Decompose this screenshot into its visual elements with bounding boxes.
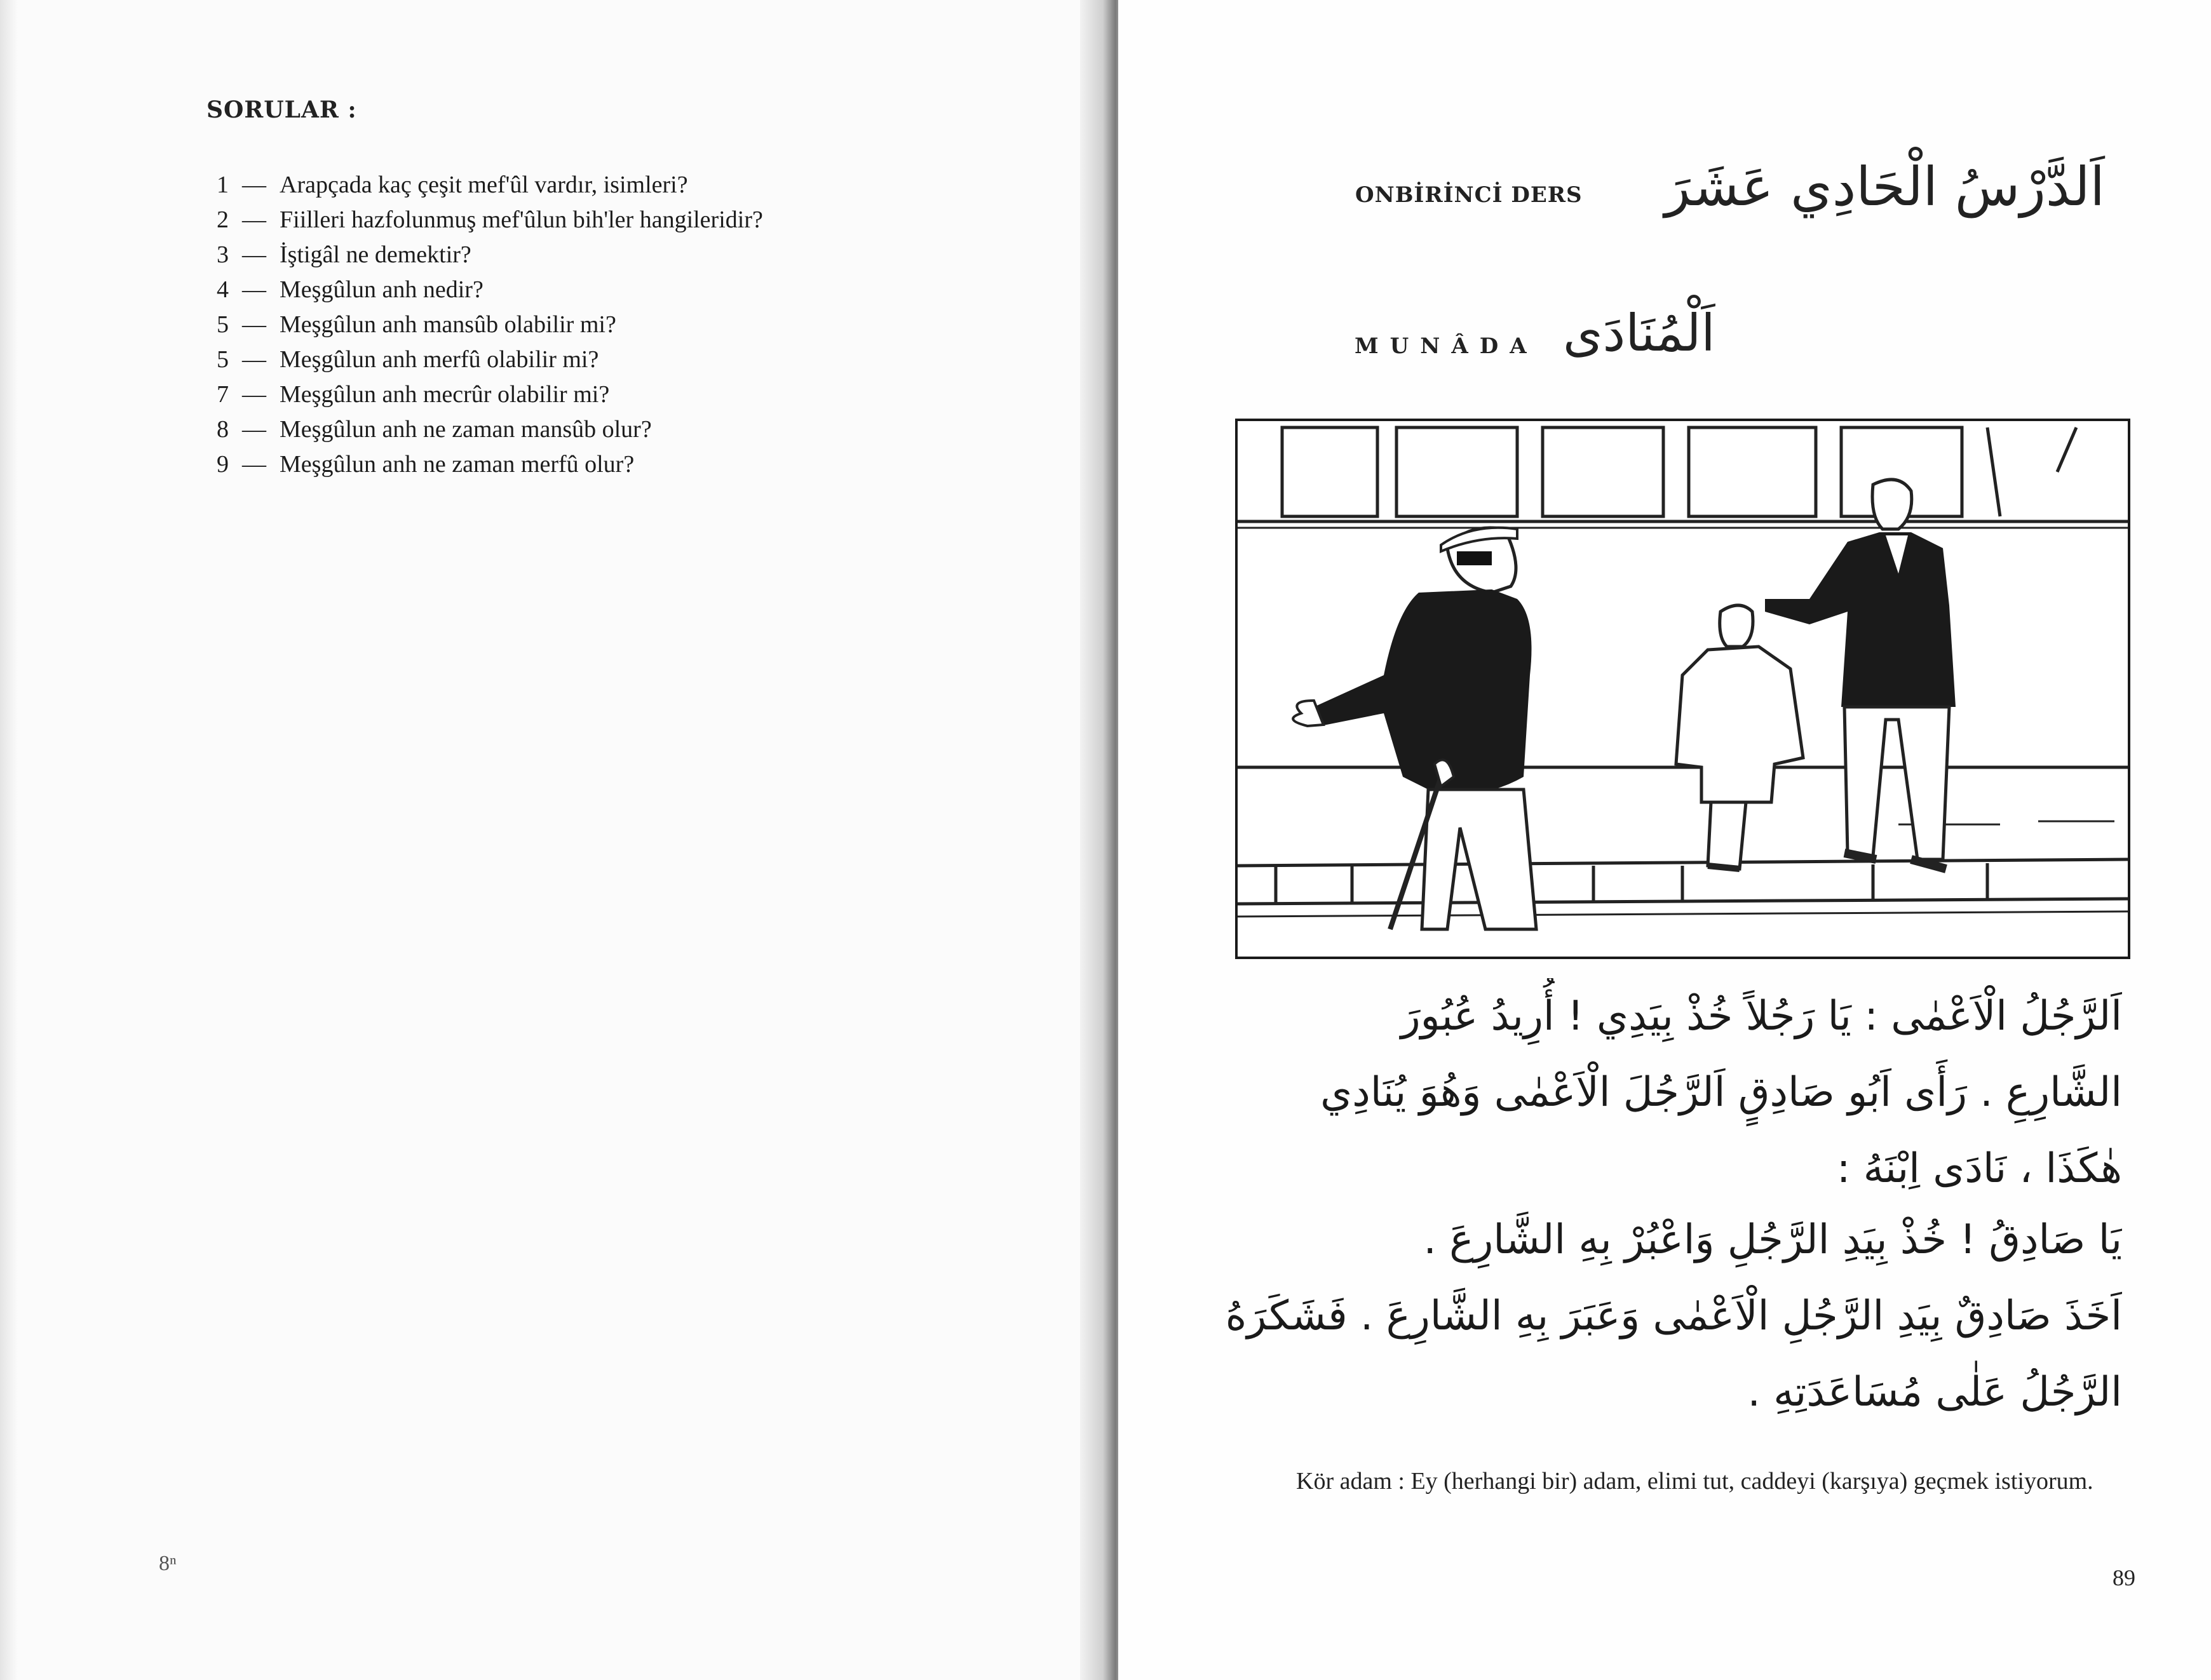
question-text: Meşgûlun anh mansûb olabilir mi? <box>280 311 616 338</box>
arabic-line: يَا صَادِقُ ! خُذْ بِيَدِ الرَّجُلِ وَاعْبُرْ بِهِ الشَّارِعَ . <box>1423 1216 2122 1263</box>
question-number: 5 <box>217 346 229 373</box>
arabic-line: اَخَذَ صَادِقٌ بِيَدِ الرَّجُلِ الْاَعْمٰى وَعَبَرَ بِهِ الشَّارِعَ . فَشَكَرَهُ <box>1225 1293 2122 1340</box>
boy-figure <box>1676 605 1803 869</box>
question-item <box>203 202 763 237</box>
arabic-line: الشَّارِعِ . رَأَى اَبُو صَادِقٍ اَلرَّجُلَ الْاَعْمٰى وَهُوَ يُنَادِي <box>1320 1069 2122 1116</box>
question-dash: — <box>242 311 266 338</box>
question-item <box>203 377 763 412</box>
question-number: 5 <box>217 311 229 338</box>
question-dash: — <box>242 346 266 373</box>
question-number: 3 <box>217 241 229 268</box>
right-page <box>1118 0 2211 1680</box>
question-dash: — <box>242 415 266 443</box>
question-text: Fiilleri hazfolunmuş mef'ûlun bih'ler hangileridir? <box>280 206 763 233</box>
question-item <box>203 272 763 307</box>
question-item <box>203 447 763 481</box>
right-page-number: 89 <box>2113 1565 2135 1590</box>
questions-list <box>203 167 763 481</box>
question-dash: — <box>242 241 266 268</box>
lesson-illustration <box>1235 419 2130 959</box>
arabic-line: اَلرَّجُلُ الْاَعْمٰى : يَا رَجُلاً خُذْ بِيَدِي ! أُرِيدُ عُبُورَ <box>1400 993 2122 1040</box>
question-item <box>203 412 763 447</box>
question-dash: — <box>242 206 266 233</box>
question-dash: — <box>242 276 266 303</box>
question-number: 7 <box>217 380 229 408</box>
question-text: Meşgûlun anh nedir? <box>280 276 483 303</box>
topic-title-arabic: اَلْمُنَادَى <box>1563 304 1715 363</box>
left-page <box>0 0 1099 1680</box>
topic-title: MUNÂDA <box>1355 333 1538 359</box>
question-number: 9 <box>217 450 229 478</box>
street-scene-drawing <box>1238 421 2128 957</box>
lesson-title-arabic: اَلدَّرْسُ الْحَادِي عَشَرَ <box>1665 156 2105 218</box>
question-item <box>203 237 763 272</box>
left-page-number: 8ⁿ <box>159 1552 177 1575</box>
question-text: Meşgûlun anh merfû olabilir mi? <box>280 346 599 373</box>
question-text: Meşgûlun anh ne zaman merfû olur? <box>280 450 635 478</box>
window-drawing <box>1282 427 1377 516</box>
question-item <box>203 307 763 342</box>
question-text: Arapçada kaç çeşit mef'ûl vardır, isimleri? <box>280 171 688 198</box>
arabic-line: هٰكَذَا ، نَادَى اِبْنَهُ : <box>1836 1145 2122 1192</box>
question-number: 4 <box>217 276 229 303</box>
question-number: 2 <box>217 206 229 233</box>
question-text: İştigâl ne demektir? <box>280 241 471 268</box>
arabic-line: الرَّجُلُ عَلٰى مُسَاعَدَتِهِ . <box>1747 1369 2122 1416</box>
question-item <box>203 167 763 202</box>
lesson-title: ONBİRİNCİ DERS <box>1355 182 1583 208</box>
question-number: 1 <box>217 171 229 198</box>
father-figure <box>1765 480 1956 869</box>
question-number: 8 <box>217 415 229 443</box>
question-dash: — <box>242 380 266 408</box>
questions-heading: SORULAR : <box>206 97 357 123</box>
question-dash: — <box>242 171 266 198</box>
arabic-passage <box>1201 978 2122 1430</box>
translation-paragraph <box>1201 1464 2128 1498</box>
translation-text: Kör adam : Ey (herhangi bir) adam, elimi tut, caddeyi (karşıya) geçmek istiyorum. <box>1296 1468 2093 1495</box>
question-text: Meşgûlun anh mecrûr olabilir mi? <box>280 380 610 408</box>
question-dash: — <box>242 450 266 478</box>
blind-man-figure <box>1293 528 1536 929</box>
question-text: Meşgûlun anh ne zaman mansûb olur? <box>280 415 652 443</box>
page-edge-shadow <box>0 0 18 1680</box>
question-item <box>203 342 763 377</box>
